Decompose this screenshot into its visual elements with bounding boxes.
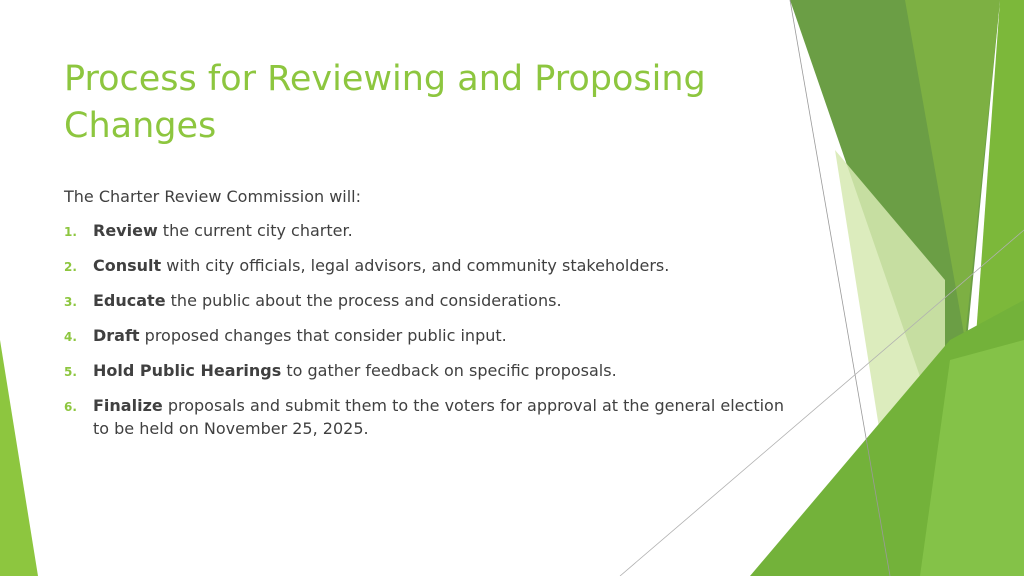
list-item (64, 395, 784, 440)
steps-list (64, 220, 784, 452)
facet-left-sliver (0, 340, 38, 576)
step-description: proposed changes that consider public input. (139, 326, 507, 345)
step-text (93, 290, 784, 313)
step-number: 5. (64, 365, 77, 379)
list-item (64, 290, 784, 314)
step-term: Finalize (93, 396, 163, 415)
list-item (64, 220, 784, 244)
step-text (93, 325, 784, 348)
step-text (93, 255, 784, 278)
step-term: Hold Public Hearings (93, 361, 282, 380)
step-description: the public about the process and considerations. (165, 291, 562, 310)
step-number: 2. (64, 260, 77, 274)
step-description: to gather feedback on specific proposals. (281, 361, 617, 380)
list-item (64, 255, 784, 279)
step-term: Consult (93, 256, 162, 275)
step-text (93, 395, 784, 440)
list-item (64, 360, 784, 384)
step-description: proposals and submit them to the voters for approval at the general election to be held on November 25, 2025. (93, 396, 784, 438)
list-item (64, 325, 784, 349)
step-text (93, 360, 784, 383)
step-term: Educate (93, 291, 166, 310)
intro-text: The Charter Review Commission will: (64, 187, 362, 206)
step-description: with city officials, legal advisors, and community stakeholders. (161, 256, 670, 275)
step-text (93, 220, 784, 243)
step-number: 3. (64, 295, 77, 309)
step-number: 1. (64, 225, 77, 239)
step-term: Draft (93, 326, 140, 345)
step-description: the current city charter. (157, 221, 353, 240)
step-term: Review (93, 221, 158, 240)
step-number: 6. (64, 400, 77, 414)
step-number: 4. (64, 330, 77, 344)
slide-title: Process for Reviewing and Proposing Changes (64, 59, 706, 146)
